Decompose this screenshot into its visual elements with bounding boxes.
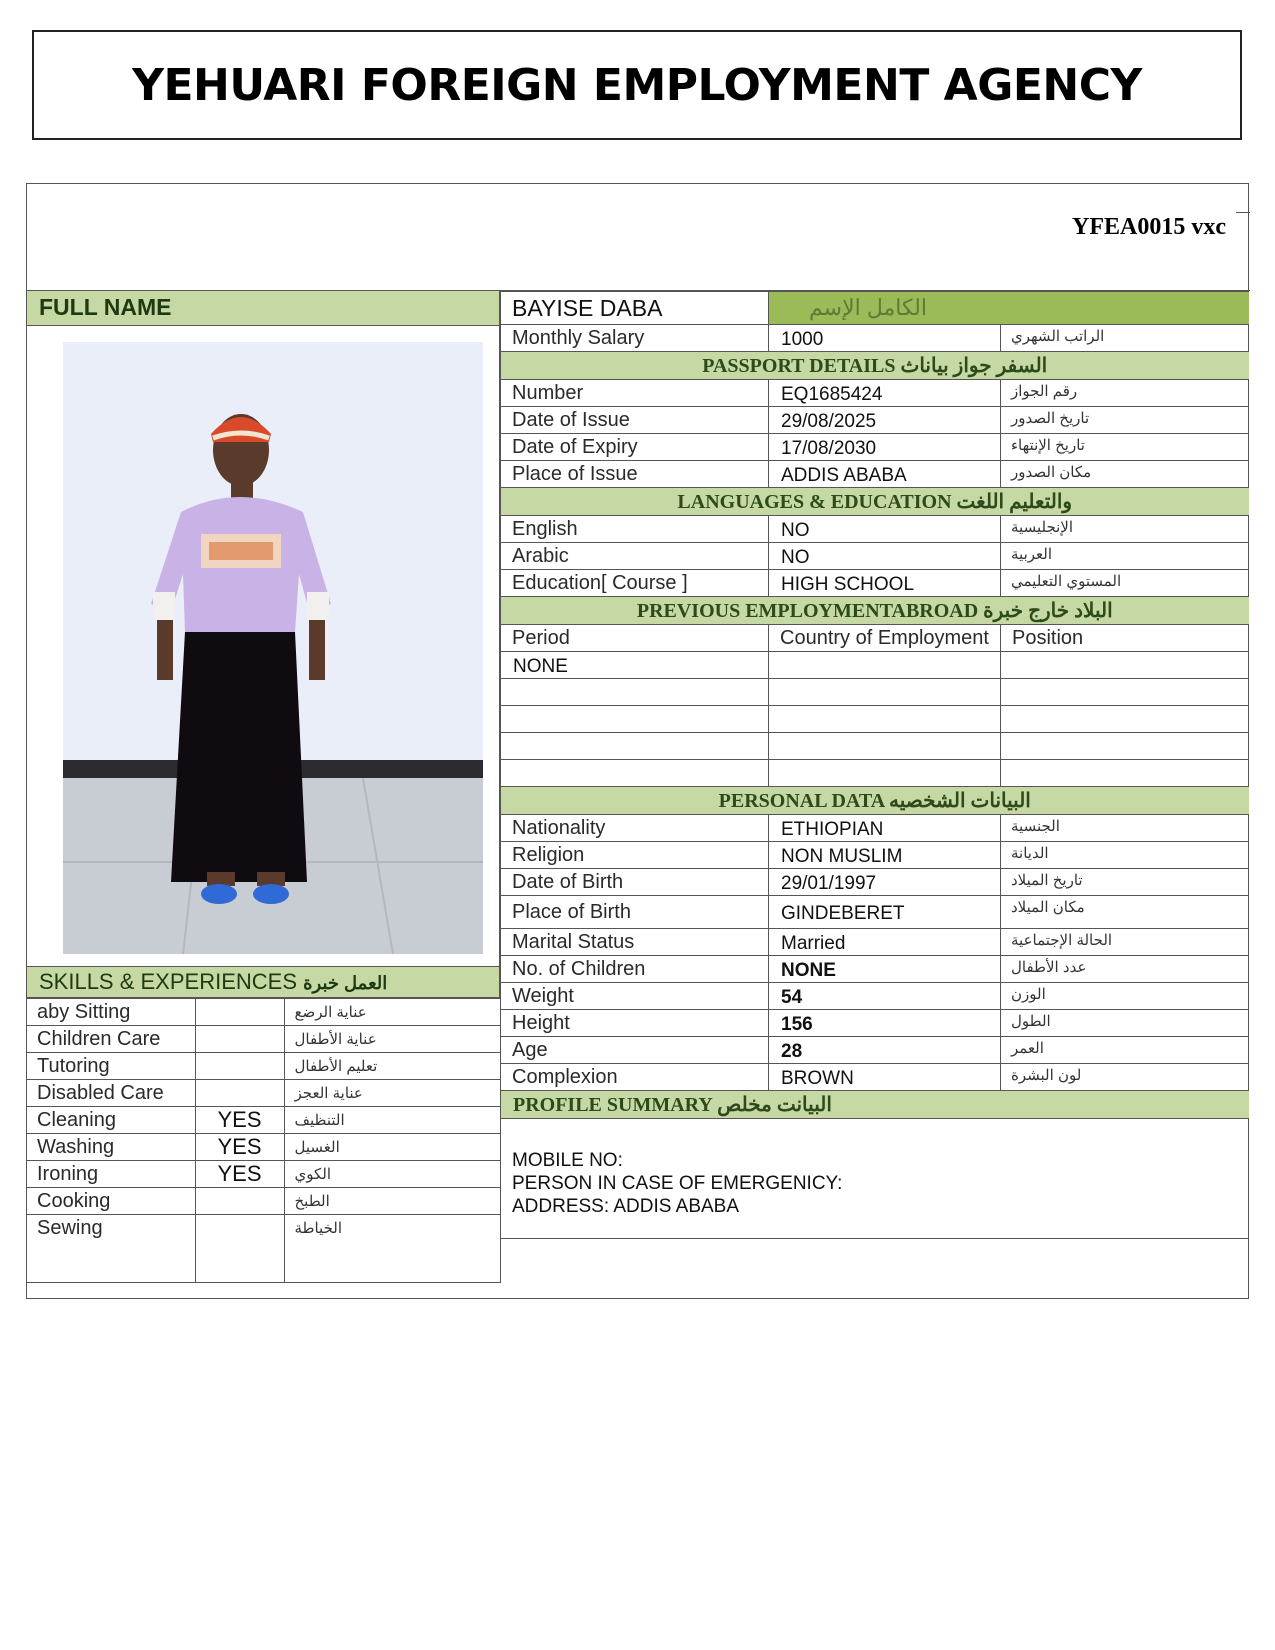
field-label: Religion xyxy=(501,842,769,869)
passport-row xyxy=(501,407,1249,434)
field-label: Number xyxy=(501,380,769,407)
skill-value xyxy=(195,999,284,1026)
field-value: 28 xyxy=(769,1037,1001,1064)
employment-row xyxy=(501,760,1249,787)
field-label-ar: العمر xyxy=(1001,1037,1249,1064)
skill-row xyxy=(27,1053,500,1080)
field-label: Education[ Course ] xyxy=(501,570,769,597)
field-label-ar: الإنجليسية xyxy=(1001,516,1249,543)
skill-label-ar: التنظيف xyxy=(284,1107,500,1134)
personal-row xyxy=(501,1010,1249,1037)
field-value: 156 xyxy=(769,1010,1001,1037)
field-label-ar: الطول xyxy=(1001,1010,1249,1037)
skill-row xyxy=(27,1107,500,1134)
field-label: Place of Birth xyxy=(501,896,769,929)
personal-row xyxy=(501,869,1249,896)
personal-heading: PERSONAL DATA البيانات الشخصيه xyxy=(501,787,1249,815)
skill-value xyxy=(195,1053,284,1080)
language-row xyxy=(501,516,1249,543)
field-label-ar: تاريخ الإنتهاء xyxy=(1001,434,1249,461)
applicant-sheet xyxy=(26,183,1249,1299)
personal-row xyxy=(501,956,1249,983)
field-label: Date of Birth xyxy=(501,869,769,896)
personal-row xyxy=(501,842,1249,869)
skills-heading-en: SKILLS & EXPERIENCES xyxy=(39,969,297,994)
field-label-ar: المستوي التعليمي xyxy=(1001,570,1249,597)
field-value: NO xyxy=(769,516,1001,543)
field-label: Age xyxy=(501,1037,769,1064)
field-label: No. of Children xyxy=(501,956,769,983)
skill-value xyxy=(195,1215,284,1283)
reference-code: YFEA0015 vxc xyxy=(1072,214,1226,240)
employment-cell xyxy=(769,679,1001,706)
applicant-photo xyxy=(63,342,483,954)
personal-row xyxy=(501,929,1249,956)
right-column xyxy=(500,291,1248,1239)
personal-row xyxy=(501,896,1249,929)
personal-heading-row xyxy=(501,787,1249,815)
field-value: NON MUSLIM xyxy=(769,842,1001,869)
skill-label-ar: عناية الرضع xyxy=(284,999,500,1026)
skill-label-ar: الغسيل xyxy=(284,1134,500,1161)
skill-value: YES xyxy=(195,1107,284,1134)
employment-cell xyxy=(501,760,769,787)
employment-row xyxy=(501,652,1249,679)
full-name-value: BAYISE DABA xyxy=(501,292,769,325)
full-name-row xyxy=(501,292,1249,325)
skill-row xyxy=(27,1188,500,1215)
salary-label: Monthly Salary xyxy=(501,325,769,352)
profile-mobile: MOBILE NO: xyxy=(512,1150,623,1171)
profile-summary xyxy=(501,1119,1249,1239)
field-label-ar: تاريخ الميلاد xyxy=(1001,869,1249,896)
profile-summary-row xyxy=(501,1119,1249,1239)
skill-row xyxy=(27,1161,500,1188)
employment-column-country: Country of Employment xyxy=(769,625,1001,652)
passport-row xyxy=(501,380,1249,407)
field-value: Married xyxy=(769,929,1001,956)
profile-heading: PROFILE SUMMARY البيانت مخلص xyxy=(501,1091,1249,1119)
skills-heading xyxy=(27,966,500,998)
skill-label-ar: الطبخ xyxy=(284,1188,500,1215)
field-label: Arabic xyxy=(501,543,769,570)
field-value: NONE xyxy=(769,956,1001,983)
employment-cell xyxy=(1001,733,1249,760)
field-label-ar: الديانة xyxy=(1001,842,1249,869)
employment-columns-row xyxy=(501,625,1249,652)
passport-row xyxy=(501,434,1249,461)
employment-cell xyxy=(769,760,1001,787)
corner-tick xyxy=(1236,212,1250,213)
field-label-ar: مكان الصدور xyxy=(1001,461,1249,488)
field-label: Marital Status xyxy=(501,929,769,956)
skill-label: Cleaning xyxy=(27,1107,195,1134)
field-value: ADDIS ABABA xyxy=(769,461,1001,488)
field-value: 29/01/1997 xyxy=(769,869,1001,896)
employment-cell xyxy=(1001,679,1249,706)
skill-row xyxy=(27,1026,500,1053)
field-value: 54 xyxy=(769,983,1001,1010)
skill-row xyxy=(27,999,500,1026)
employment-column-position: Position xyxy=(1001,625,1249,652)
employment-cell xyxy=(501,733,769,760)
field-value: 17/08/2030 xyxy=(769,434,1001,461)
field-label: Complexion xyxy=(501,1064,769,1091)
field-label-ar: لون البشرة xyxy=(1001,1064,1249,1091)
languages-heading-row xyxy=(501,488,1249,516)
employment-row xyxy=(501,679,1249,706)
field-label: English xyxy=(501,516,769,543)
salary-row xyxy=(501,325,1249,352)
skill-label-ar: تعليم الأطفال xyxy=(284,1053,500,1080)
field-label: Height xyxy=(501,1010,769,1037)
field-value: HIGH SCHOOL xyxy=(769,570,1001,597)
salary-value: 1000 xyxy=(769,325,1001,352)
skills-heading-ar: العمل خبرة xyxy=(303,973,388,993)
salary-label-ar: الراتب الشهري xyxy=(1001,325,1249,352)
field-value: ETHIOPIAN xyxy=(769,815,1001,842)
personal-row xyxy=(501,983,1249,1010)
employment-cell xyxy=(769,706,1001,733)
skill-label-ar: الكوي xyxy=(284,1161,500,1188)
skill-value xyxy=(195,1080,284,1107)
skill-label: Sewing xyxy=(27,1215,195,1283)
passport-heading-row xyxy=(501,352,1249,380)
skill-label: Tutoring xyxy=(27,1053,195,1080)
field-label-ar: عدد الأطفال xyxy=(1001,956,1249,983)
left-column xyxy=(27,291,500,1298)
passport-heading: PASSPORT DETAILS السفر جواز بياناث xyxy=(501,352,1249,380)
field-label: Place of Issue xyxy=(501,461,769,488)
skill-value xyxy=(195,1026,284,1053)
employment-cell xyxy=(1001,706,1249,733)
field-value: NO xyxy=(769,543,1001,570)
skill-row xyxy=(27,1134,500,1161)
reference-row xyxy=(27,184,1250,291)
languages-heading: LANGUAGES & EDUCATION والتعليم اللغت xyxy=(501,488,1249,516)
personal-row xyxy=(501,815,1249,842)
personal-row xyxy=(501,1064,1249,1091)
field-label-ar: مكان الميلاد xyxy=(1001,896,1249,929)
field-label: Weight xyxy=(501,983,769,1010)
employment-cell xyxy=(501,679,769,706)
personal-row xyxy=(501,1037,1249,1064)
skill-label: Ironing xyxy=(27,1161,195,1188)
skill-value: YES xyxy=(195,1134,284,1161)
skill-label: Washing xyxy=(27,1134,195,1161)
photo-cell xyxy=(27,326,500,966)
skills-table xyxy=(27,998,501,1283)
skill-label: Disabled Care xyxy=(27,1080,195,1107)
field-label-ar: رقم الجواز xyxy=(1001,380,1249,407)
skill-row xyxy=(27,1080,500,1107)
skill-label-ar: عناية الأطفال xyxy=(284,1026,500,1053)
field-value: GINDEBERET xyxy=(769,896,1001,929)
field-label: Nationality xyxy=(501,815,769,842)
skill-label: aby Sitting xyxy=(27,999,195,1026)
skill-label-ar: عناية العجز xyxy=(284,1080,500,1107)
language-row xyxy=(501,570,1249,597)
employment-cell xyxy=(501,706,769,733)
field-value: BROWN xyxy=(769,1064,1001,1091)
skill-label: Cooking xyxy=(27,1188,195,1215)
field-label-ar: تاريخ الصدور xyxy=(1001,407,1249,434)
full-name-label-ar: الكامل الإسم xyxy=(769,292,1249,325)
employment-cell: NONE xyxy=(501,652,769,679)
skill-label: Children Care xyxy=(27,1026,195,1053)
field-value: EQ1685424 xyxy=(769,380,1001,407)
field-label-ar: الحالة الإجتماعية xyxy=(1001,929,1249,956)
skill-value xyxy=(195,1188,284,1215)
employment-row xyxy=(501,733,1249,760)
employment-column-period: Period xyxy=(501,625,769,652)
employment-row xyxy=(501,706,1249,733)
details-table xyxy=(500,291,1249,1239)
employment-cell xyxy=(769,652,1001,679)
field-label-ar: الجنسية xyxy=(1001,815,1249,842)
skill-row xyxy=(27,1215,500,1283)
profile-heading-row xyxy=(501,1091,1249,1119)
employment-heading-row xyxy=(501,597,1249,625)
passport-row xyxy=(501,461,1249,488)
field-label: Date of Issue xyxy=(501,407,769,434)
skill-value: YES xyxy=(195,1161,284,1188)
skill-label-ar: الخياطة xyxy=(284,1215,500,1283)
employment-cell xyxy=(1001,652,1249,679)
agency-title-box xyxy=(32,30,1242,140)
field-value: 29/08/2025 xyxy=(769,407,1001,434)
profile-address: ADDRESS: ADDIS ABABA xyxy=(512,1196,740,1217)
employment-cell xyxy=(769,733,1001,760)
employment-heading: PREVIOUS EMPLOYMENTABROAD البلاد خارج خبرة xyxy=(501,597,1249,625)
agency-title: YEHUARI FOREIGN EMPLOYMENT AGENCY xyxy=(132,59,1142,111)
field-label-ar: العربية xyxy=(1001,543,1249,570)
profile-emergency: PERSON IN CASE OF EMERGENICY: xyxy=(512,1173,843,1194)
field-label-ar: الوزن xyxy=(1001,983,1249,1010)
language-row xyxy=(501,543,1249,570)
field-label: Date of Expiry xyxy=(501,434,769,461)
full-name-label: FULL NAME xyxy=(27,291,500,326)
employment-cell xyxy=(1001,760,1249,787)
